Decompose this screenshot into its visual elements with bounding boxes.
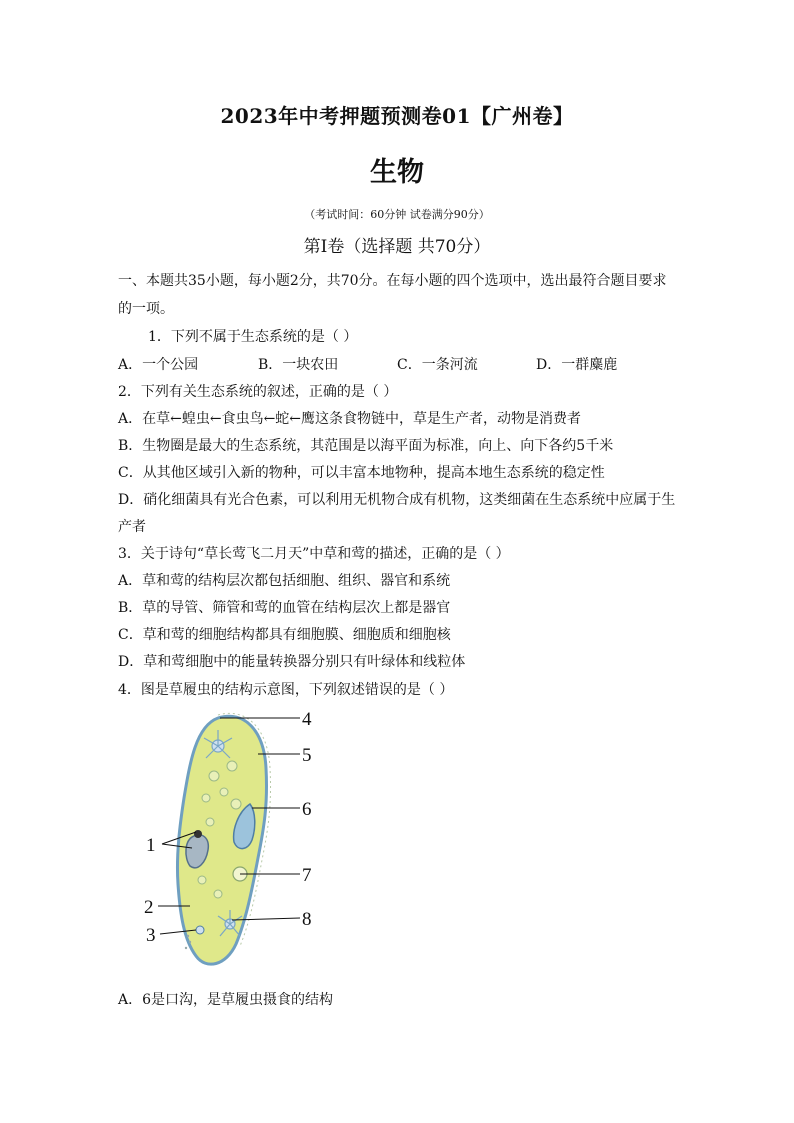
q1-stem: 1．下列不属于生态系统的是（ ） [148, 329, 358, 345]
q1-option-c: C．一条河流 [397, 357, 478, 373]
micronucleus [194, 830, 202, 838]
q1-option-b: B．一块农田 [258, 357, 339, 373]
label-4: 4 [302, 709, 312, 730]
q1-option-d: D．一群麋鹿 [536, 357, 618, 373]
instructions-line-2: 的一项。 [118, 301, 174, 317]
label-8: 8 [302, 909, 312, 930]
q1-option-a: A．一个公园 [118, 357, 199, 373]
q2-option-d-line1: D．硝化细菌具有光合色素，可以利用无机物合成有机物，这类细菌在生态系统中应属于生 [118, 492, 676, 508]
label-1: 1 [146, 835, 156, 856]
label-2: 2 [144, 897, 154, 918]
subject-title: 生物 [370, 157, 424, 188]
label-3: 3 [146, 925, 156, 946]
q3-option-a: A．草和莺的结构层次都包括细胞、组织、器官和系统 [118, 573, 451, 589]
q4-option-a: A．6是口沟，是草履虫摄食的结构 [118, 992, 334, 1008]
paramecium-diagram [140, 708, 340, 976]
instructions-line-1: 一、本题共35小题，每小题2分，共70分。在每小题的四个选项中，选出最符合题目要求 [118, 273, 667, 289]
q2-option-d-line2: 产者 [118, 519, 146, 535]
label-5: 5 [302, 745, 312, 766]
q3-option-b: B．草的导管、筛管和莺的血管在结构层次上都是器官 [118, 600, 451, 616]
q3-option-d: D．草和莺细胞中的能量转换器分别只有叶绿体和线粒体 [118, 654, 466, 670]
q2-stem: 2．下列有关生态系统的叙述，正确的是（ ） [118, 384, 398, 400]
exam-info: （考试时间：60分钟 试卷满分90分） [304, 208, 490, 221]
q2-option-a: A．在草←蝗虫←食虫鸟←蛇←鹰这条食物链中，草是生产者，动物是消费者 [118, 411, 582, 427]
label-6: 6 [302, 799, 312, 820]
q3-stem: 3．关于诗句“草长莺飞二月天”中草和莺的描述，正确的是（ ） [118, 546, 510, 562]
q4-stem: 4．图是草履虫的结构示意图，下列叙述错误的是（ ） [118, 682, 454, 698]
q3-option-c: C．草和莺的细胞结构都具有细胞膜、细胞质和细胞核 [118, 627, 451, 643]
section-title: 第Ⅰ卷（选择题 共70分） [303, 237, 491, 257]
q2-option-c: C．从其他区域引入新的物种，可以丰富本地物种，提高本地生态系统的稳定性 [118, 465, 605, 481]
label-7: 7 [302, 865, 312, 886]
exam-title: 2023年中考押题预测卷01【广州卷】 [220, 104, 574, 128]
q2-option-b: B．生物圈是最大的生态系统，其范围是以海平面为标准，向上、向下各约5千米 [118, 438, 614, 454]
